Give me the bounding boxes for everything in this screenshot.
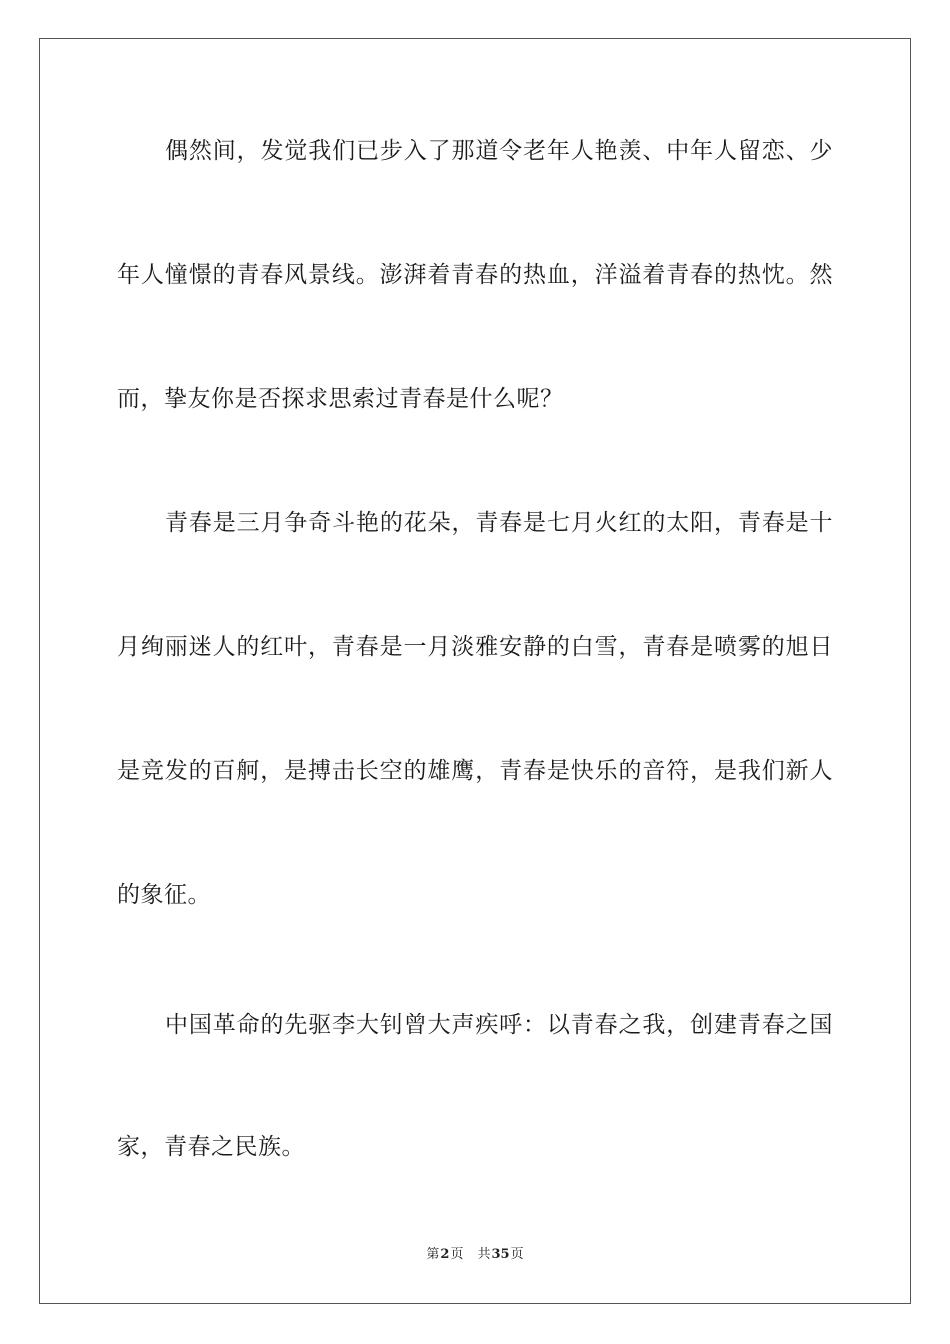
paragraph-1-line-1: 偶然间，发觉我们已步入了那道令老年人艳羡、中年人留恋、少 — [165, 138, 833, 164]
paragraph-3-line-2: 家，青春之民族。 — [117, 1134, 305, 1160]
paragraph-2-line-2: 月绚丽迷人的红叶，青春是一月淡雅安静的白雪，青春是喷雾的旭日 — [117, 634, 833, 660]
paragraph-1-line-3: 而，挚友你是否探求思索过青春是什么呢？ — [117, 386, 564, 412]
footer-page-suffix: 页 — [450, 1247, 464, 1262]
footer-page-prefix: 第 — [426, 1247, 440, 1262]
page-border — [39, 38, 911, 1304]
footer-page-number: 2 — [440, 1247, 450, 1262]
page-footer — [0, 1246, 950, 1264]
paragraph-2-line-1: 青春是三月争奇斗艳的花朵，青春是七月火红的太阳，青春是十 — [165, 510, 833, 536]
paragraph-2-line-4: 的象征。 — [117, 882, 211, 908]
footer-total-pages: 35 — [491, 1247, 510, 1262]
footer-total-suffix: 页 — [510, 1247, 524, 1262]
paragraph-1-line-2: 年人憧憬的青春风景线。澎湃着青春的热血，洋溢着青春的热忱。然 — [117, 262, 833, 288]
footer-total-prefix: 共 — [477, 1247, 491, 1262]
paragraph-3-line-1: 中国革命的先驱李大钊曾大声疾呼：以青春之我，创建青春之国 — [165, 1012, 833, 1038]
paragraph-2-line-3: 是竞发的百舸，是搏击长空的雄鹰，青春是快乐的音符，是我们新人 — [117, 758, 833, 784]
